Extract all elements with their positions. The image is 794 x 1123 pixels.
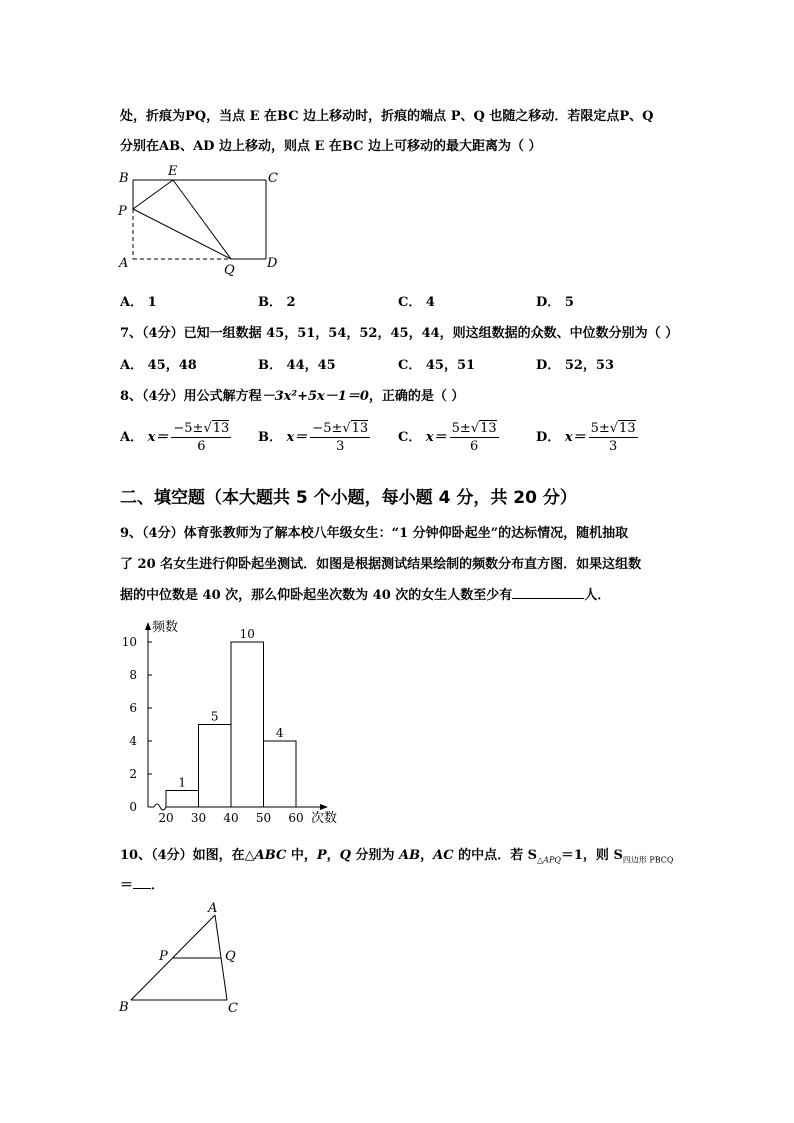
bar-value-label: 4 — [275, 726, 284, 740]
q7-option-a — [120, 354, 197, 373]
option-text: 44，45 — [286, 358, 336, 373]
option-lhs: x＝ — [286, 430, 308, 445]
q6-option-d — [536, 291, 574, 310]
option-letter: D． — [536, 430, 561, 445]
axis-break — [154, 804, 166, 810]
q9-line-1: 9、（4分）体育张教师为了解本校八年级女生：“1 分钟仰卧起坐”的达标情况，随机抽取 — [120, 526, 629, 541]
q6-label-p: P — [118, 204, 127, 219]
q10-segment-ab: AB — [399, 848, 421, 863]
y-tick-label: 8 — [129, 668, 137, 682]
answer-blank[interactable] — [133, 876, 151, 889]
x-tick-label: 40 — [223, 811, 239, 825]
fraction-numerator-prefix: 5± — [590, 421, 610, 436]
option-text: 45，48 — [147, 358, 197, 373]
option-letter: B． — [258, 430, 282, 445]
x-tick-label: 60 — [288, 811, 304, 825]
q8-option-d — [536, 421, 638, 454]
q6-option-c — [398, 291, 435, 310]
fraction-radicand: 13 — [351, 421, 369, 436]
q8-fraction-d: $\frac{5\pm√13}{3}$ — [590, 421, 636, 454]
q6-rectangle-figure — [110, 160, 290, 280]
q8-stem-suffix: ，正确的是（ ） — [368, 389, 465, 404]
option-letter: C． — [398, 295, 422, 310]
option-lhs: x＝ — [147, 430, 169, 445]
q10-point-q: Q — [339, 848, 351, 863]
q10-text: 的中点．若 S — [453, 848, 538, 863]
option-text: 2 — [286, 295, 296, 310]
y-tick-label: 4 — [129, 734, 137, 748]
x-tick-label: 20 — [158, 811, 174, 825]
q8-fraction-c: $\frac{5\pm√13}{6}$ — [451, 421, 497, 454]
q7-stem: 7、（4分）已知一组数据 45，51，54，52，45，44，则这组数据的众数、中位数分别为（ ） — [120, 326, 679, 341]
y-tick-label: 10 — [121, 635, 137, 649]
q8-option-c — [398, 421, 499, 454]
option-text: 4 — [425, 295, 435, 310]
answer-blank[interactable] — [512, 586, 584, 599]
q10-subscript-apq: △APQ — [537, 855, 561, 865]
q10-triangle-figure — [110, 895, 260, 1020]
q10-segment-ac: AC — [433, 848, 454, 863]
q6-label-b: B — [119, 171, 129, 186]
q10-point-p: P — [316, 848, 327, 863]
option-text: 1 — [147, 295, 157, 310]
q10-label-c: C — [228, 1001, 238, 1016]
bar-value-label: 1 — [178, 775, 187, 790]
fraction-numerator-prefix: −5± — [173, 421, 204, 436]
q10-line-2 — [120, 874, 164, 893]
histogram-bar — [166, 791, 199, 808]
q10-text: ， — [420, 848, 434, 863]
q10-line-1 — [120, 844, 674, 866]
q7-option-d — [536, 354, 614, 373]
q10-text: ＝1，则 S — [560, 848, 623, 863]
option-letter: C． — [398, 358, 422, 373]
q10-text: 中， — [286, 848, 317, 863]
fraction-denominator: 6 — [470, 439, 479, 454]
q10-period: ． — [151, 878, 165, 893]
q6-segment-pe — [133, 180, 173, 209]
y-tick-label: 6 — [129, 701, 137, 715]
fraction-numerator-prefix: −5± — [312, 421, 343, 436]
q8-equation: －3x²+5x－1＝0 — [261, 389, 369, 404]
q8-option-b — [258, 421, 370, 454]
histogram-bar — [199, 725, 232, 808]
q9-line-2: 了 20 名女生进行仰卧起坐测试．如图是根据测试结果绘制的频数分布直方图．如果这组数 — [120, 557, 642, 572]
option-text: 52，53 — [564, 358, 614, 373]
q6-line-1: 处，折痕为PQ，当点 E 在BC 边上移动时，折痕的端点 P、Q 也随之移动．若限定点P、Q — [120, 109, 654, 124]
x-axis-arrow — [320, 804, 328, 810]
q6-label-q: Q — [224, 263, 235, 278]
q10-triangle-abc: ABC — [254, 848, 287, 863]
q6-fold-pq — [133, 209, 231, 259]
q7-option-b — [258, 354, 336, 373]
q9-line-3-suffix: 人． — [584, 588, 611, 603]
fraction-radicand: 13 — [212, 421, 230, 436]
y-axis-arrow — [145, 622, 151, 630]
fraction-denominator: 6 — [197, 439, 206, 454]
y-tick-label: 2 — [129, 767, 137, 781]
option-letter: C． — [398, 430, 422, 445]
y-tick-label: 0 — [129, 800, 137, 814]
q6-label-c: C — [268, 171, 278, 186]
q9-histogram — [110, 612, 360, 832]
q10-text: 分别为 — [350, 848, 400, 863]
fraction-numerator-prefix: 5± — [451, 421, 471, 436]
fraction-radicand: 13 — [480, 421, 497, 436]
q10-label-q: Q — [225, 949, 236, 964]
q6-line-2: 分别在AB、AD 边上移动，则点 E 在BC 边上可移动的最大距离为（ ） — [120, 139, 542, 154]
q10-label-p: P — [159, 949, 168, 964]
option-lhs: x＝ — [425, 430, 447, 445]
q10-label-b: B — [119, 1000, 129, 1015]
q8-option-a — [120, 421, 231, 454]
q8-fraction-a: $\frac{-5\pm√13}{6}$ — [173, 421, 230, 454]
fraction-radicand: 13 — [619, 421, 636, 436]
q10-subscript-pbcq: 四边形 PBCQ — [622, 855, 674, 865]
q7-option-c — [398, 354, 475, 373]
q6-label-d: D — [267, 256, 278, 271]
option-letter: D． — [536, 358, 561, 373]
fraction-denominator: 3 — [608, 439, 618, 454]
option-letter: A． — [120, 430, 144, 445]
q10-equals: ＝ — [120, 878, 134, 893]
bar-value-label: 5 — [210, 709, 219, 724]
bar-value-label: 10 — [239, 627, 255, 641]
section-2-heading: 二、填空题（本大题共 5 个小题，每小题 4 分，共 20 分） — [120, 488, 577, 508]
histogram-bar — [231, 642, 264, 807]
x-axis-label: 次数 — [311, 811, 338, 826]
option-letter: A． — [120, 358, 144, 373]
histogram-bar — [264, 741, 297, 807]
q6-segment-eq — [173, 180, 231, 259]
q6-label-e: E — [168, 164, 178, 179]
q6-option-a — [120, 291, 157, 310]
q9-line-3 — [120, 584, 610, 603]
option-letter: B． — [258, 295, 282, 310]
q10-text: ， — [326, 848, 340, 863]
q8-fraction-b: $\frac{-5\pm√13}{3}$ — [312, 421, 369, 454]
x-tick-label: 30 — [190, 811, 207, 825]
option-letter: D． — [536, 295, 561, 310]
option-text: 45，51 — [425, 358, 476, 373]
option-text: 5 — [564, 295, 574, 310]
q8-stem-prefix: 8、（4分）用公式解方程 — [120, 389, 262, 404]
fraction-denominator: 3 — [336, 439, 345, 454]
option-lhs: x＝ — [564, 430, 586, 445]
option-letter: B． — [258, 358, 282, 373]
q6-option-b — [258, 291, 296, 310]
x-tick-label: 50 — [255, 811, 272, 825]
option-letter: A． — [120, 295, 144, 310]
q8-stem — [120, 385, 464, 404]
q6-label-a: A — [119, 256, 129, 271]
q10-label-a: A — [208, 901, 218, 916]
y-axis-label: 频数 — [152, 620, 179, 635]
q10-prefix: 10、（4分）如图，在△ — [120, 848, 255, 863]
q9-line-3-prefix: 据的中位数是 40 次，那么仰卧起坐次数为 40 次的女生人数至少有 — [120, 588, 513, 603]
